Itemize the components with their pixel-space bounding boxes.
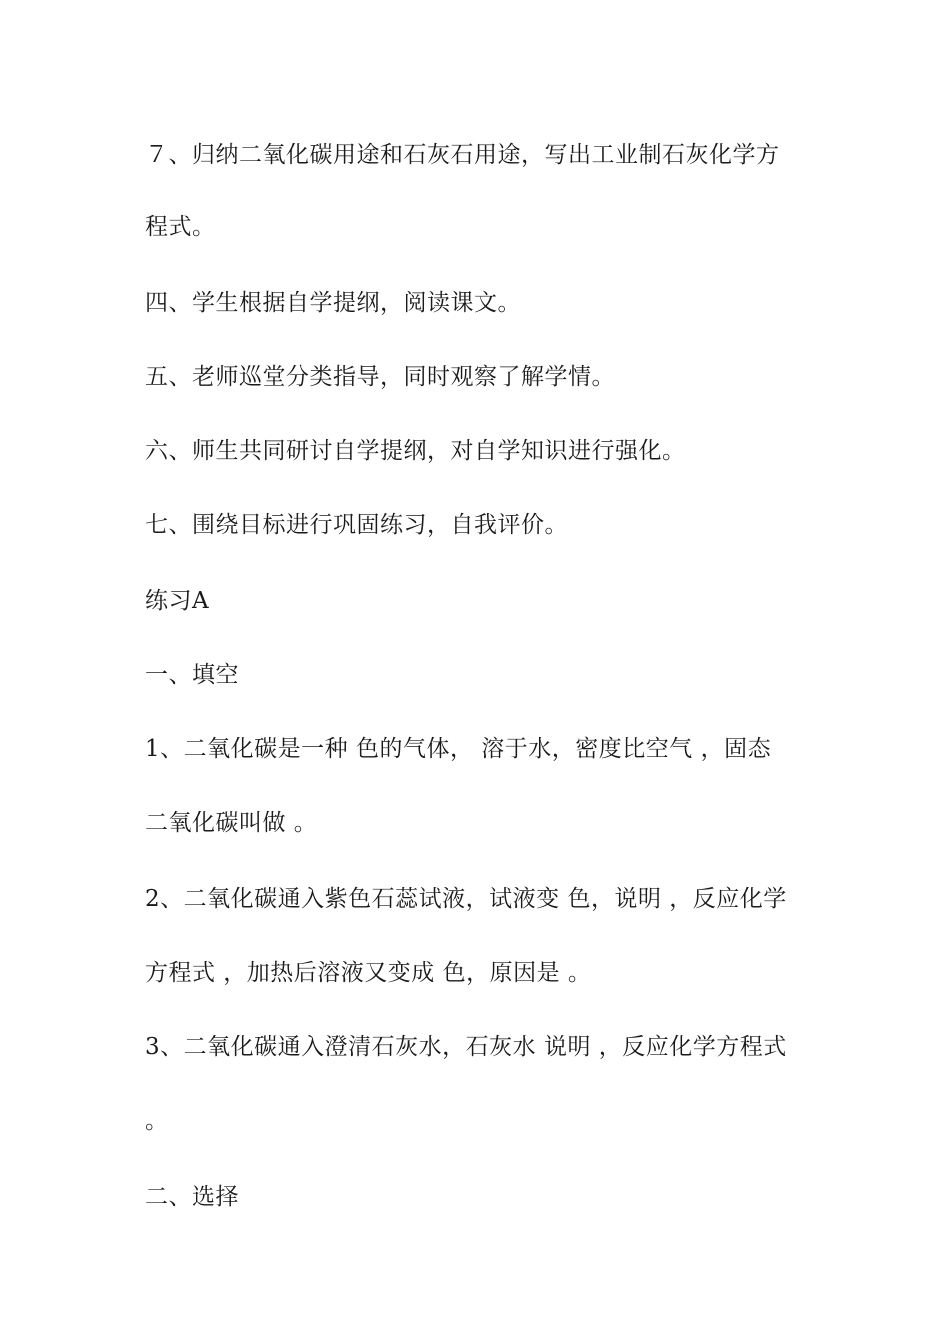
exercise-a-heading: 练习A bbox=[145, 588, 210, 614]
step-seven-text: 七、围绕目标进行巩固练习，自我评价。 bbox=[145, 512, 568, 538]
step-six-text: 六、师生共同研讨自学提纲，对自学知识进行强化。 bbox=[145, 438, 686, 464]
question-3-line-1: 3、二氧化碳通入澄清石灰水，石灰水 说明 ，反应化学方程式 bbox=[145, 1034, 787, 1060]
step-four-text: 四、学生根据自学提纲，阅读课文。 bbox=[145, 290, 521, 316]
question-1-line-1: 1、二氧化碳是一种 色的气体， 溶于水，密度比空气 ，固态 bbox=[145, 736, 772, 762]
item-7-text-line-2: 程式。 bbox=[145, 214, 216, 240]
question-2-line-2: 方程式 ，加热后溶液又变成 色，原因是 。 bbox=[145, 960, 592, 986]
question-1-line-2: 二氧化碳叫做 。 bbox=[145, 810, 318, 836]
question-3-line-2: 。 bbox=[145, 1108, 169, 1134]
choice-heading: 二、选择 bbox=[145, 1184, 239, 1210]
step-five-text: 五、老师巡堂分类指导，同时观察了解学情。 bbox=[145, 364, 615, 390]
item-7-text-line-1: ７、归纳二氧化碳用途和石灰石用途，写出工业制石灰化学方 bbox=[145, 142, 780, 168]
fill-blank-heading: 一、填空 bbox=[145, 662, 239, 688]
question-2-line-1: 2、二氧化碳通入紫色石蕊试液，试液变 色，说明 ，反应化学 bbox=[145, 886, 787, 912]
